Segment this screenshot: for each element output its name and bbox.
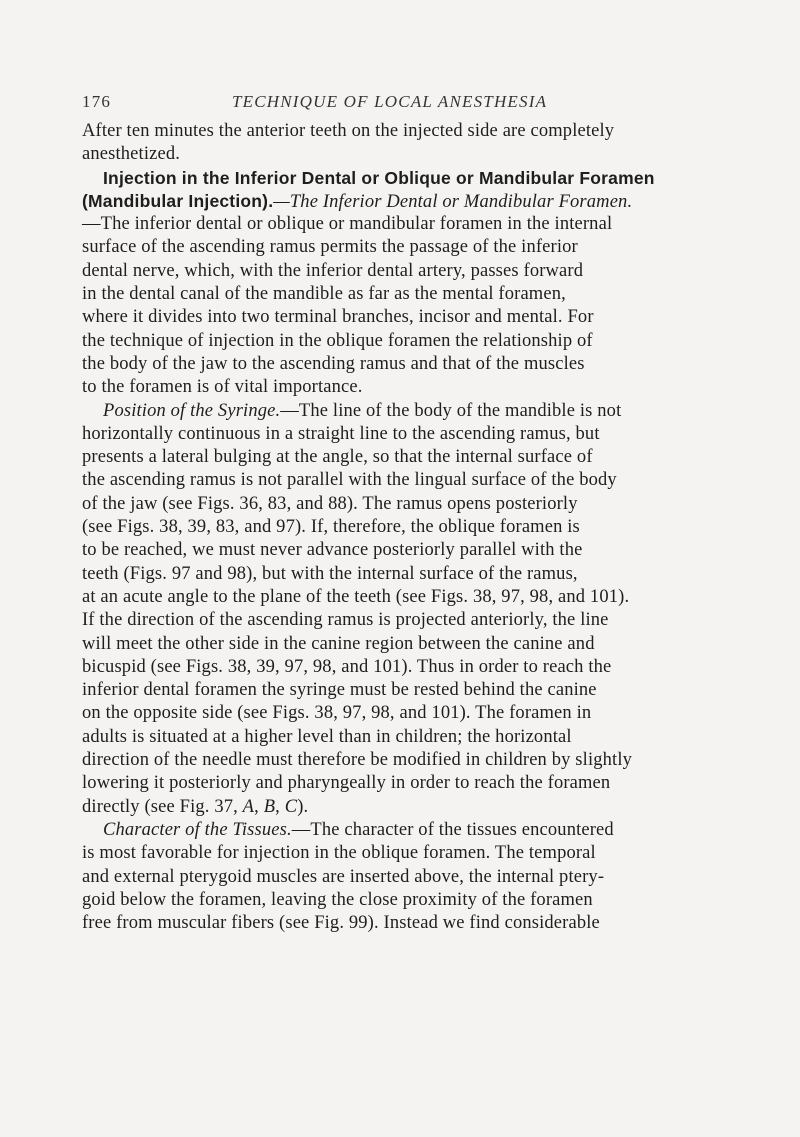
- text-line: direction of the needle must therefore be modified in children by slightly: [82, 750, 633, 771]
- text-line: If the direction of the ascending ramus is projected anteriorly, the line: [82, 610, 609, 631]
- text-line: inferior dental foramen the syringe must be rested behind the canine: [82, 680, 597, 701]
- text-line: to be reached, we must never advance posteriorly parallel with the: [82, 540, 583, 561]
- text-line: surface of the ascending ramus permits the passage of the inferior: [82, 237, 578, 258]
- text-line: dental nerve, which, with the inferior dental artery, passes forward: [82, 260, 584, 281]
- text-line: (see Figs. 38, 39, 83, and 97). If, therefore, the oblique foramen is: [82, 517, 580, 538]
- text-line: horizontally continuous in a straight line to the ascending ramus, but: [82, 423, 600, 444]
- text-line: goid below the foramen, leaving the close proximity of the foramen: [82, 889, 593, 910]
- text-line: Position of the Syringe.—The line of the body of the mandible is not: [103, 400, 622, 421]
- text-line: is most favorable for injection in the oblique foramen. The temporal: [82, 843, 596, 864]
- text-line: of the jaw (see Figs. 36, 83, and 88). The ramus opens posteriorly: [82, 493, 578, 514]
- text-line: in the dental canal of the mandible as far as the mental foramen,: [82, 284, 566, 305]
- text-line: at an acute angle to the plane of the teeth (see Figs. 38, 97, 98, and 101).: [82, 586, 630, 607]
- text-line: presents a lateral bulging at the angle, so that the internal surface of: [82, 447, 593, 468]
- text-line: free from muscular fibers (see Fig. 99). Instead we find considerable: [82, 913, 600, 934]
- page-number: 176: [82, 92, 112, 111]
- running-title: TECHNIQUE OF LOCAL ANESTHESIA: [232, 92, 548, 111]
- text-line: will meet the other side in the canine region between the canine and: [82, 633, 595, 654]
- subsection-heading: Position of the Syringe.: [103, 400, 281, 421]
- text-line: Character of the Tissues.—The character of the tissues encountered: [103, 819, 614, 840]
- subsection-heading: Character of the Tissues.: [103, 819, 292, 840]
- text-line: anesthetized.: [82, 144, 180, 165]
- text-line: and external pterygoid muscles are inserted above, the internal ptery-: [82, 866, 605, 887]
- text-line: where it divides into two terminal branches, incisor and mental. For: [82, 307, 594, 328]
- text-line: the ascending ramus is not parallel with the lingual surface of the body: [82, 470, 617, 491]
- text-line: lowering it posteriorly and pharyngeally in order to reach the foramen: [82, 773, 611, 794]
- body-text: [82, 120, 800, 935]
- text-line: to the foramen is of vital importance.: [82, 377, 363, 398]
- text-line: the body of the jaw to the ascending ramus and that of the muscles: [82, 353, 585, 374]
- text-line: directly (see Fig. 37, A, B, C).: [82, 796, 309, 817]
- text-line: (Mandibular Injection).—The Inferior Dental or Mandibular Foramen.: [82, 190, 633, 212]
- section-heading: Injection in the Inferior Dental or Oblique or Mandibular Foramen: [103, 167, 655, 188]
- text-line: —The inferior dental or oblique or mandibular foramen in the internal: [82, 214, 613, 235]
- text-line: on the opposite side (see Figs. 38, 97, 98, and 101). The foramen in: [82, 703, 592, 724]
- text-line: teeth (Figs. 97 and 98), but with the internal surface of the ramus,: [82, 563, 578, 584]
- text-line: bicuspid (see Figs. 38, 39, 97, 98, and 101). Thus in order to reach the: [82, 656, 612, 677]
- text-line: the technique of injection in the oblique foramen the relationship of: [82, 330, 593, 351]
- text-line: adults is situated at a higher level than in children; the horizontal: [82, 726, 572, 747]
- subsection-heading: —The Inferior Dental or Mandibular Foramen.: [273, 191, 633, 212]
- running-head: [82, 92, 800, 116]
- text-line: After ten minutes the anterior teeth on the injected side are completely: [82, 121, 615, 141]
